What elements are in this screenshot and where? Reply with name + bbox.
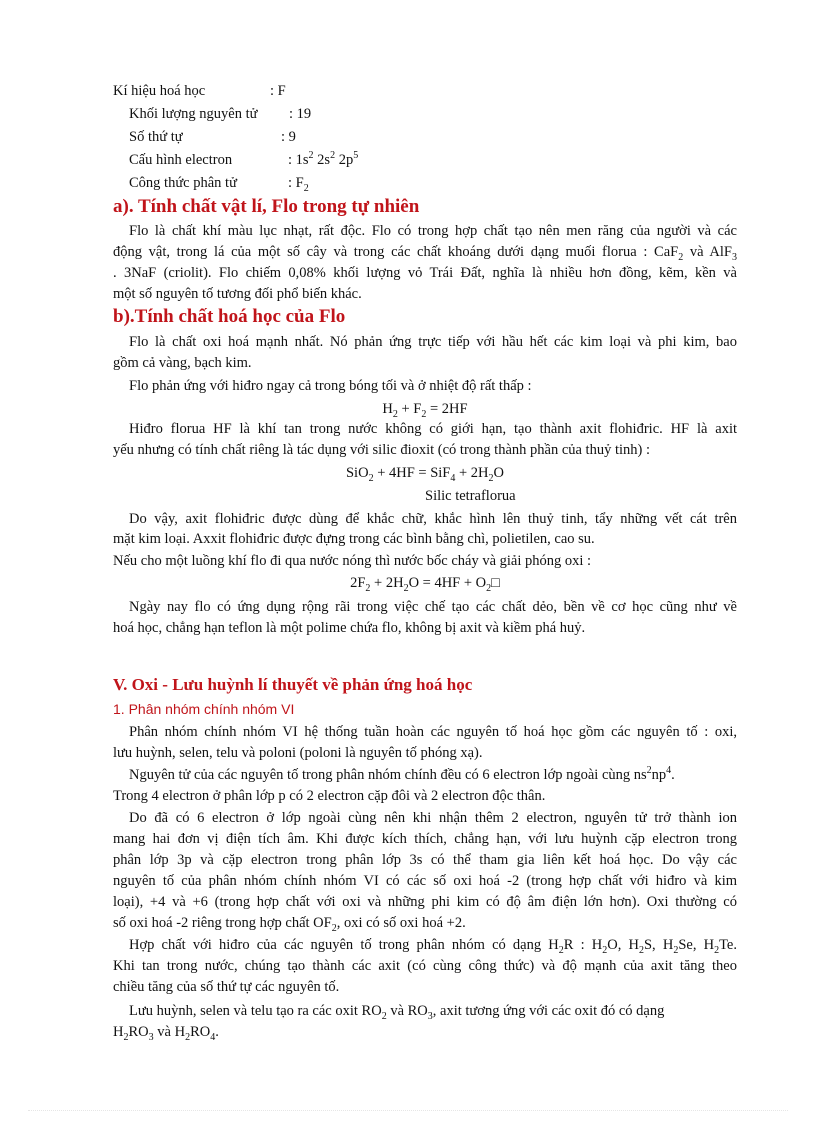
para-b-line: Nếu cho một luồng khí flo đi qua nước nóng thì nước bốc cháy và giải phóng oxi : — [113, 553, 592, 569]
para-v-line: chiều tăng của số thứ tự các nguyên tố. — [113, 979, 340, 995]
info-config: Cấu hình electron : $1s^2$ $2s^2$ $2p^5$ — [129, 150, 359, 168]
heading-physical-properties: a). Tính chất vật lí, Flo trong tự nhiên — [113, 196, 420, 217]
para-a-line: Flo là chất khí màu lục nhạt, rất độc. Flo có trong hợp chất tạo nên men răng của người và các — [129, 223, 737, 239]
info-number: Số thứ tự : 9 — [129, 129, 296, 145]
box-glyph-icon: □ — [491, 575, 500, 591]
subheading-group-vi: 1. Phân nhóm chính nhóm VI — [113, 701, 295, 717]
para-v-line: nguyên tố của phân nhóm chính nhóm VI có các số oxi hoá -2 (trong hợp chất với hiđro và kim — [113, 873, 737, 889]
info-mass: Khối lượng nguyên tử : 19 — [129, 106, 312, 122]
para-v-line: Nguyên tử của các nguyên tố trong phân nhóm chính đều có 6 electron lớp ngoài cùng $ns^2np^4$. — [129, 765, 675, 783]
para-b-line: Do vậy, axit flohiđric được dùng để khắc chữ, khắc hình lên thuỷ tinh, tẩy những vết cát trên — [129, 511, 737, 527]
para-v-line: Phân nhóm chính nhóm VI hệ thống tuần hoàn các nguyên tố hoá học gồm các nguyên tố : oxi, — [129, 724, 737, 740]
para-b-line: yếu nhưng có tính chất riêng là tác dụng với silic đioxit (có trong thành phần của thuỷ tinh) : — [113, 442, 651, 458]
para-v-line: Do đã có 6 electron ở lớp ngoài cùng nên khi nhận thêm 2 electron, nguyên tử trở thành ion — [129, 810, 737, 826]
para-b-line: Hiđro florua HF là khí tan trong nước không có giới hạn, tạo thành axit flohiđric. HF là axit — [129, 421, 737, 437]
para-a-line: động vật, trong lá của một số cây và trong các chất khoáng dưới dạng muối florua : CaF$_2$ và AlF$_3$ — [113, 244, 737, 263]
equation-sio2-hf: $SiO_2 + 4HF = SiF_4 + 2H_2O$ — [345, 465, 505, 484]
footer-divider — [28, 1110, 788, 1111]
para-v-line: $H_2RO_3$ và $H_2RO_4$. — [113, 1024, 219, 1043]
para-v-line: lưu huỳnh, selen, telu và poloni (poloni là nguyên tố phóng xạ). — [113, 745, 483, 761]
para-v-line: Hợp chất với hiđro của các nguyên tố trong phân nhóm có dạng $H_2R$ : $H_2O$, $H_2S$, $H_2Se$, $H_2Te$. — [129, 937, 737, 956]
para-a-line: một số nguyên tố tương đối phổ biến khác. — [113, 286, 362, 302]
heading-chemical-properties: b).Tính chất hoá học của Flo — [113, 306, 346, 327]
para-v-line: số oxi hoá -2 riêng trong hợp chất $OF_2$, oxi có số oxi hoá +2. — [113, 915, 466, 934]
para-v-line: mang hai đơn vị điện tích âm. Khi được kích thích, chẳng hạn, với lưu huỳnh cặp electron trong — [113, 831, 737, 847]
para-b-line: hoá học, chẳng hạn teflon là một polime chứa flo, không bị axit và kiềm phá huỷ. — [113, 620, 586, 636]
para-v-line: Lưu huỳnh, selen và telu tạo ra các oxit $RO_2$ và $RO_3$, axit tương ứng với các oxit đó có dạng — [129, 1003, 665, 1022]
equation-f2-water: $2F_2 + 2H_2O = 4HF$ + $O_2□$ — [350, 575, 500, 594]
info-symbol: Kí hiệu hoá học : F — [113, 83, 286, 99]
para-b-line: Flo là chất oxi hoá mạnh nhất. Nó phản ứng trực tiếp với hầu hết các kim loại và phi kim, bao — [129, 334, 737, 350]
equation-h2-f2: $H_2 + F_2 = 2HF$ — [382, 401, 468, 420]
para-a-line: . 3NaF (criolit). Flo chiếm 0,08% khối lượng vỏ Trái Đất, nghĩa là nhiều hơn đồng, kẽm, kền và — [113, 265, 737, 281]
para-b-line: mặt kim loại. Axxit flohiđric được đựng trong các bình bằng chì, polietilen, cao su. — [113, 531, 595, 547]
para-b-line: Flo phản ứng với hiđro ngay cả trong bóng tối và ở nhiệt độ rất thấp : — [129, 378, 532, 394]
para-b-line: Ngày nay flo có ứng dụng rộng rãi trong việc chế tạo các chất dẻo, bền về cơ học cũng như về — [129, 599, 737, 615]
para-v-line: loại), +4 và +6 (trong hợp chất với oxi và những phi kim có độ âm điện lớn hơn). Oxi thường có — [113, 894, 737, 910]
heading-section-v: V. Oxi - Lưu huỳnh lí thuyết về phản ứng hoá học — [113, 675, 473, 694]
para-b-line: gồm cả vàng, bạch kim. — [113, 355, 252, 371]
equation-note: Silic tetraflorua — [425, 488, 516, 504]
info-formula: Công thức phân tử : $F_2$ — [129, 175, 309, 194]
para-v-line: Trong 4 electron ở phân lớp p có 2 electron cặp đôi và 2 electron độc thân. — [113, 788, 546, 804]
para-v-line: phân lớp 3p và cặp electron trong phân lớp 3s có thể tham gia liên kết hoá học. Do vậy các — [113, 852, 737, 868]
para-v-line: Khi tan trong nước, chúng tạo thành các axit (có cùng công thức) và độ mạnh của axit tăng theo — [113, 958, 737, 974]
